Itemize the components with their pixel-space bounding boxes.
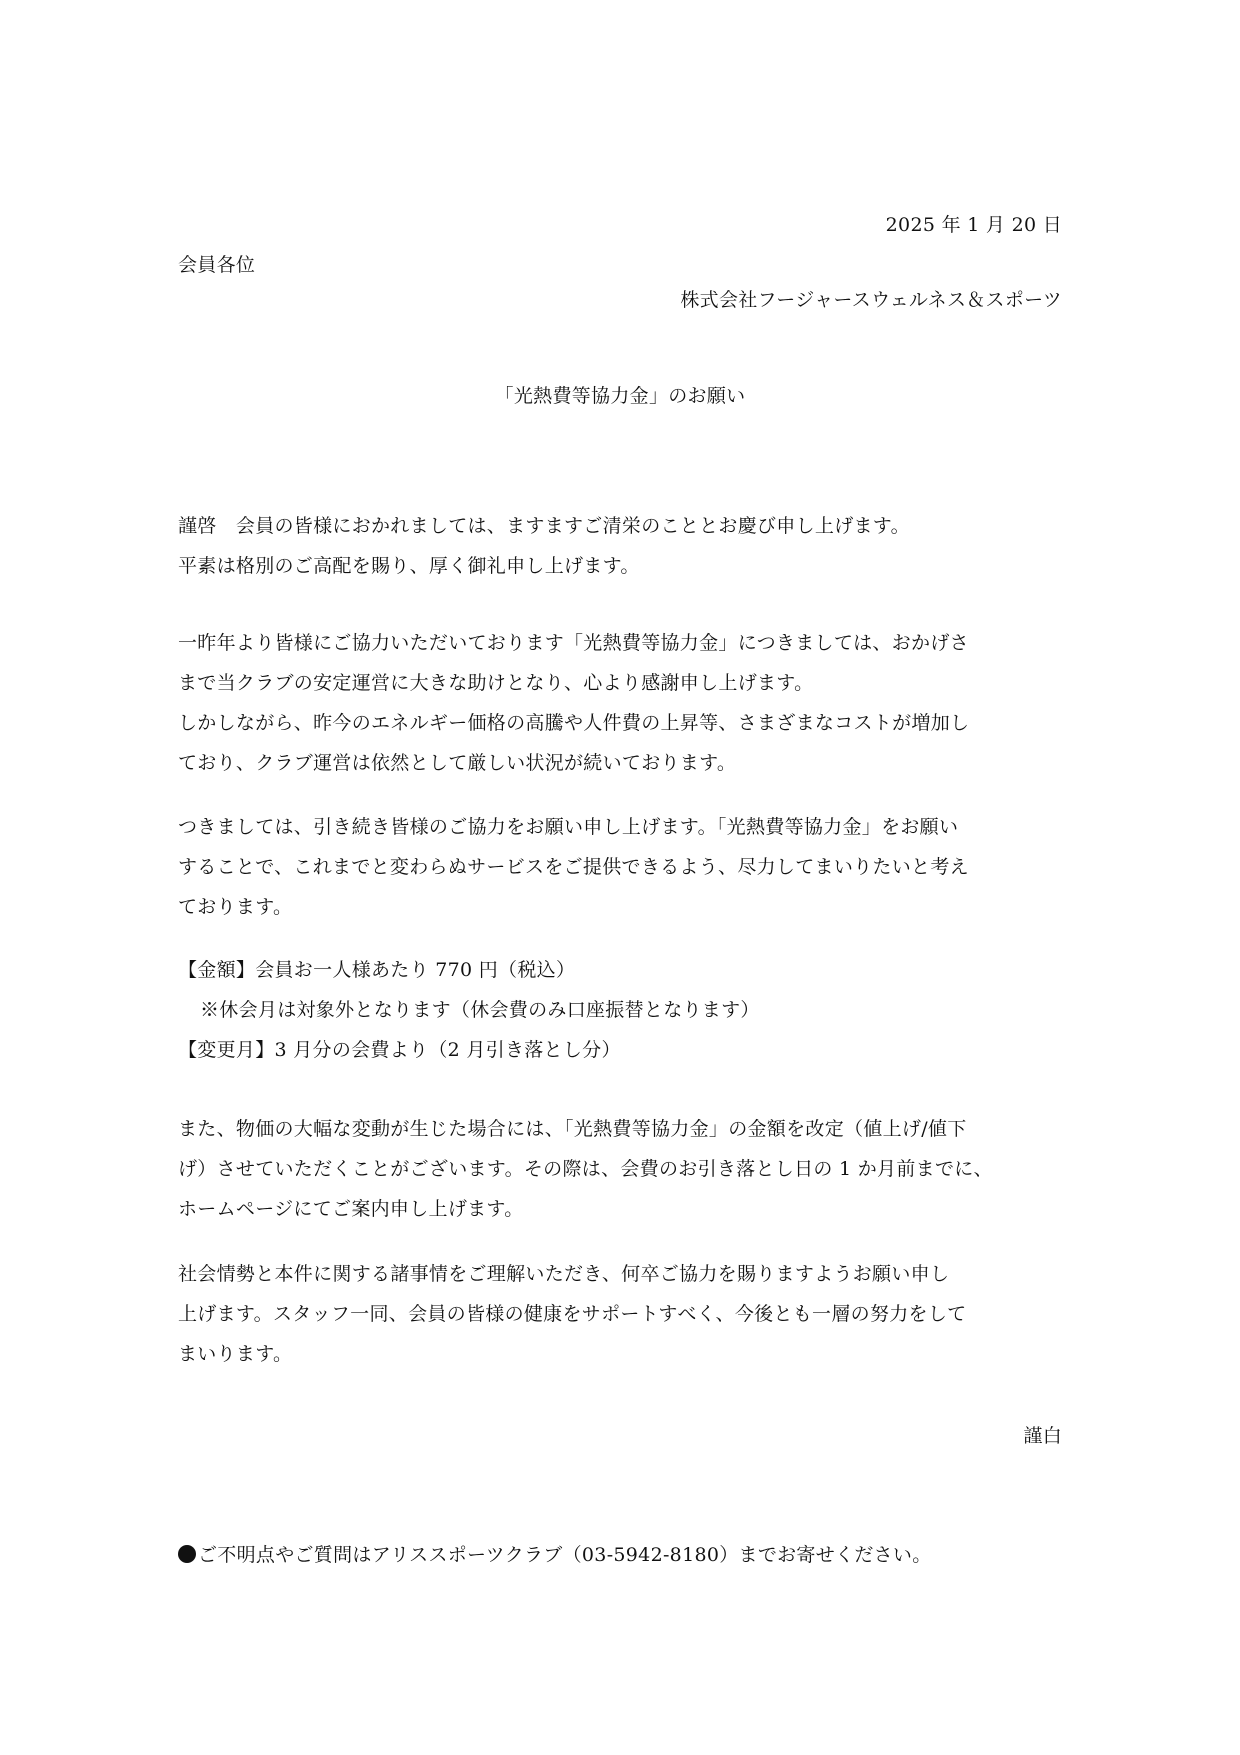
closing-line: まいります。 <box>178 1343 293 1365</box>
details-block <box>178 950 1062 1070</box>
greeting-line: 平素は格別のご高配を賜り、厚く御礼申し上げます。 <box>178 555 640 577</box>
closing-paragraph <box>178 1254 1062 1374</box>
revision-line: ホームページにてご案内申し上げます。 <box>178 1198 524 1220</box>
amount-line: 【金額】会員お一人様あたり 770 円（税込） <box>178 959 576 981</box>
closing-line: 社会情勢と本件に関する諸事情をご理解いただき、何卒ご協力を賜りますようお願い申し <box>178 1263 950 1285</box>
sender-company: 株式会社フージャースウェルネス＆スポーツ <box>680 289 1062 311</box>
background-line: まで当クラブの安定運営に大きな助けとなり、心より感謝申し上げます。 <box>178 672 814 694</box>
closing-line: 上げます。スタッフ一同、会員の皆様の健康をサポートすべく、今後とも一層の努力をして <box>178 1303 967 1325</box>
revision-paragraph <box>178 1109 1062 1229</box>
recipient: 会員各位 <box>178 254 256 276</box>
background-line: ており、クラブ運営は依然として厳しい状況が続いております。 <box>178 752 737 774</box>
request-line: つきましては、引き続き皆様のご協力をお願い申し上げます。「光熱費等協力金」をお願い <box>178 816 959 838</box>
background-line: しかしながら、昨今のエネルギー価格の高騰や人件費の上昇等、さまざまなコストが増加し <box>178 712 970 734</box>
contact-text: ご不明点やご質問はアリススポーツクラブ（03-5942-8180）までお寄せください。 <box>198 1544 932 1566</box>
letter-page <box>178 0 1062 1755</box>
request-line: することで、これまでと変わらぬサービスをご提供できるよう、尽力してまいりたいと考え <box>178 856 969 878</box>
greeting-paragraph <box>178 506 1062 586</box>
background-line: 一昨年より皆様にご協力いただいております「光熱費等協力金」につきましては、おかげさ <box>178 632 969 654</box>
letter-date: 2025 年 1 月 20 日 <box>885 214 1062 236</box>
document-title: 「光熱費等協力金」のお願い <box>494 385 746 407</box>
bullet-icon <box>178 1545 196 1563</box>
revision-line: げ）させていただくことがございます。その際は、会費のお引き落とし日の 1 か月前までに、 <box>178 1158 993 1180</box>
revision-line: また、物価の大幅な変動が生じた場合には、「光熱費等協力金」の金額を改定（値上げ/値下 <box>178 1118 967 1140</box>
sign-off: 謹白 <box>1023 1425 1062 1447</box>
greeting-line: 謹啓 会員の皆様におかれましては、ますますご清栄のこととお慶び申し上げます。 <box>178 515 910 537</box>
request-line: ております。 <box>178 896 293 918</box>
request-paragraph <box>178 807 1062 927</box>
contact-note <box>178 1535 1062 1575</box>
suspension-note: ※休会月は対象外となります（休会費のみ口座振替となります） <box>200 999 760 1021</box>
background-paragraph <box>178 623 1062 783</box>
effective-month-line: 【変更月】3 月分の会費より（2 月引き落とし分） <box>178 1039 621 1061</box>
